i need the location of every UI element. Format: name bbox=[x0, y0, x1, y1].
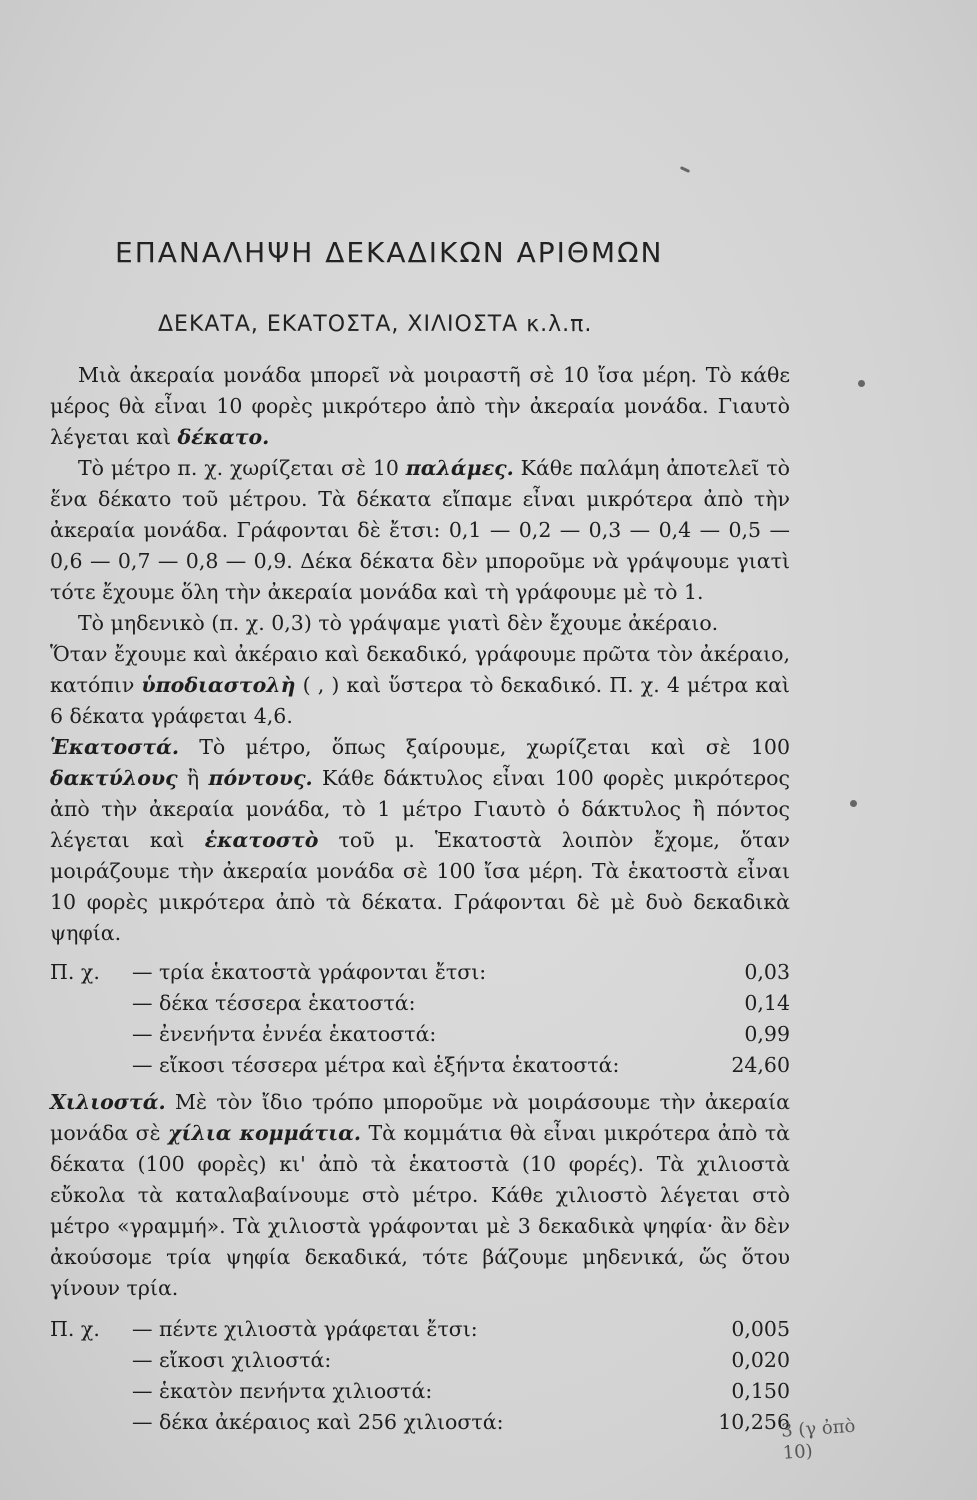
example-lead: Π. χ. bbox=[50, 960, 100, 984]
term-thousandths-heading: Χιλιοστά. bbox=[50, 1090, 166, 1114]
ink-speck bbox=[850, 800, 857, 807]
paragraph-palms: Τὸ μέτρο π. χ. χωρίζεται σὲ 10 παλάμες. Κάθε παλάμη ἀποτελεῖ τὸ ἕνα δέκατο τοῦ μέτρου. Τὰ δέκατα εἴπαμε εἶναι μικρότερα ἀπὸ τὴν ἀκεραία μονάδα. Γράφονται δὲ ἔτσι: 0,1 — 0,2 — 0,3 — 0,4 — 0,5 — 0,6 — 0,7 — 0,8 — 0,9. Δέκα δέκατα δὲν μποροῦμε νὰ γράψουμε γιατὶ τότε ἔχουμε ὅλη τὴν ἀκεραία μονάδα καὶ τὴ γράφουμε μὲ τὸ 1. bbox=[50, 456, 790, 604]
handwritten-margin-note: 3 (γ ὀπὸ 10) bbox=[780, 1415, 857, 1464]
term-hundredths-heading: Ἑκατοστά. bbox=[50, 735, 180, 759]
term-decimal-point: ὑποδιαστολὴ bbox=[141, 673, 296, 697]
term-thousand-pieces: χίλια κομμάτια. bbox=[168, 1121, 362, 1145]
paragraph-decimal-point: Ὅταν ἔχουμε καὶ ἀκέραιο καὶ δεκαδικό, γράφουμε πρῶτα τὸν ἀκέραιο, κατόπιν ὑποδιαστολὴ ( , ) καὶ ὕστερα τὸ δεκαδικό. Π. χ. 4 μέτρα καὶ 6 δέκατα γράφεται 4,6. bbox=[50, 642, 790, 728]
examples-hundredths bbox=[50, 957, 790, 1081]
example-text: — εἴκοσι χιλιοστά: bbox=[132, 1348, 332, 1372]
body-text bbox=[50, 360, 790, 1444]
term-hundredth: ἑκατοστὸ bbox=[204, 828, 319, 852]
chapter-subtitle: ΔΕΚΑΤΑ, ΕΚΑΤΟΣΤΑ, ΧΙΛΙΟΣΤΑ κ.λ.π. bbox=[158, 312, 593, 337]
paragraph-thousandths: Χιλιοστά. Μὲ τὸν ἴδιο τρόπο μποροῦμε νὰ μοιράσουμε τὴν ἀκεραία μονάδα σὲ χίλια κομμάτια. Τὰ κομμάτια θὰ εἶναι μικρότερα ἀπὸ τὰ δέκατα (100 φορὲς) κι' ἀπὸ τὰ ἑκατοστὰ (10 φορές). Τὰ χιλιοστὰ εὔκολα τὰ καταλαβαίνουμε στὸ μέτρο. Κάθε χιλιοστὸ λέγεται στὸ μέτρο «γραμμή». Τὰ χιλιοστὰ γράφονται μὲ 3 δεκαδικὰ ψηφία· ἂν δὲν ἀκούσομε τρία ψηφία δεκαδικά, τότε βάζουμε μηδενικά, ὥς ὅτου γίνουν τρία. bbox=[50, 1090, 791, 1300]
paragraph-zero: Τὸ μηδενικὸ (π. χ. 0,3) τὸ γράψαμε γιατὶ δὲν ἔχουμε ἀκέραιο. bbox=[78, 611, 719, 635]
ink-speck bbox=[858, 380, 865, 387]
example-value: 24,60 bbox=[731, 1053, 790, 1077]
example-value: 10,256 bbox=[718, 1410, 790, 1434]
example-value: 0,03 bbox=[744, 960, 790, 984]
chapter-title: ΕΠΑΝΑΛΗΨΗ ΔΕΚΑΔΙΚΩΝ ΑΡΙΘΜΩΝ bbox=[115, 236, 664, 269]
example-text: — πέντε χιλιοστὰ γράφεται ἔτσι: bbox=[132, 1317, 478, 1341]
example-text: — εἴκοσι τέσσερα μέτρα καὶ ἑξήντα ἑκατοστά: bbox=[132, 1053, 620, 1077]
term-points: πόντους. bbox=[208, 766, 313, 790]
example-text: — τρία ἑκατοστὰ γράφονται ἔτσι: bbox=[132, 960, 487, 984]
example-text: — ἐνενήντα ἐννέα ἑκατοστά: bbox=[132, 1022, 437, 1046]
example-text: — δέκα τέσσερα ἑκατοστά: bbox=[132, 991, 416, 1015]
example-lead: Π. χ. bbox=[50, 1317, 100, 1341]
paragraph-hundredths: Ἑκατοστά. Τὸ μέτρο, ὅπως ξαίρουμε, χωρίζεται καὶ σὲ 100 δακτύλους ἢ πόντους. Κάθε δάκτυλος εἶναι 100 φορὲς μικρότερος ἀπὸ τὴν ἀκεραία μονάδα, τὸ 1 μέτρο Γιαυτὸ ὁ δάκτυλος ἢ πόντος λέγεται καὶ ἑκατοστὸ τοῦ μ. Ἑκατοστὰ λοιπὸν ἔχομε, ὅταν μοιράζουμε τὴν ἀκεραία μονάδα σὲ 100 ἴσα μέρη. Τὰ ἑκατοστὰ εἶναι 10 φορὲς μικρότερα ἀπὸ τὰ δέκατα. Γράφονται δὲ μὲ δυὸ δεκαδικὰ ψηφία. bbox=[50, 735, 790, 945]
term-palms: παλάμες. bbox=[405, 456, 514, 480]
paragraph-tenths-intro: Μιὰ ἀκεραία μονάδα μπορεῖ νὰ μοιραστῆ σὲ 10 ἴσα μέρη. Τὸ κάθε μέρος θὰ εἶναι 10 φορὲς μικρότερο ἀπὸ τὴν ἀκεραία μονάδα. Γιαυτὸ λέγεται καὶ δέκατο. bbox=[50, 363, 790, 449]
term-fingers: δακτύλους bbox=[50, 766, 178, 790]
examples-thousandths bbox=[50, 1314, 790, 1438]
ink-speck bbox=[680, 166, 690, 173]
example-value: 0,14 bbox=[744, 991, 790, 1015]
example-value: 0,005 bbox=[731, 1317, 790, 1341]
example-value: 0,020 bbox=[731, 1348, 790, 1372]
example-text: — ἑκατὸν πενήντα χιλιοστά: bbox=[132, 1379, 433, 1403]
example-text: — δέκα ἀκέραιος καὶ 256 χιλιοστά: bbox=[132, 1410, 504, 1434]
example-value: 0,99 bbox=[744, 1022, 790, 1046]
term-tenth: δέκατο. bbox=[177, 425, 270, 449]
example-value: 0,150 bbox=[731, 1379, 790, 1403]
